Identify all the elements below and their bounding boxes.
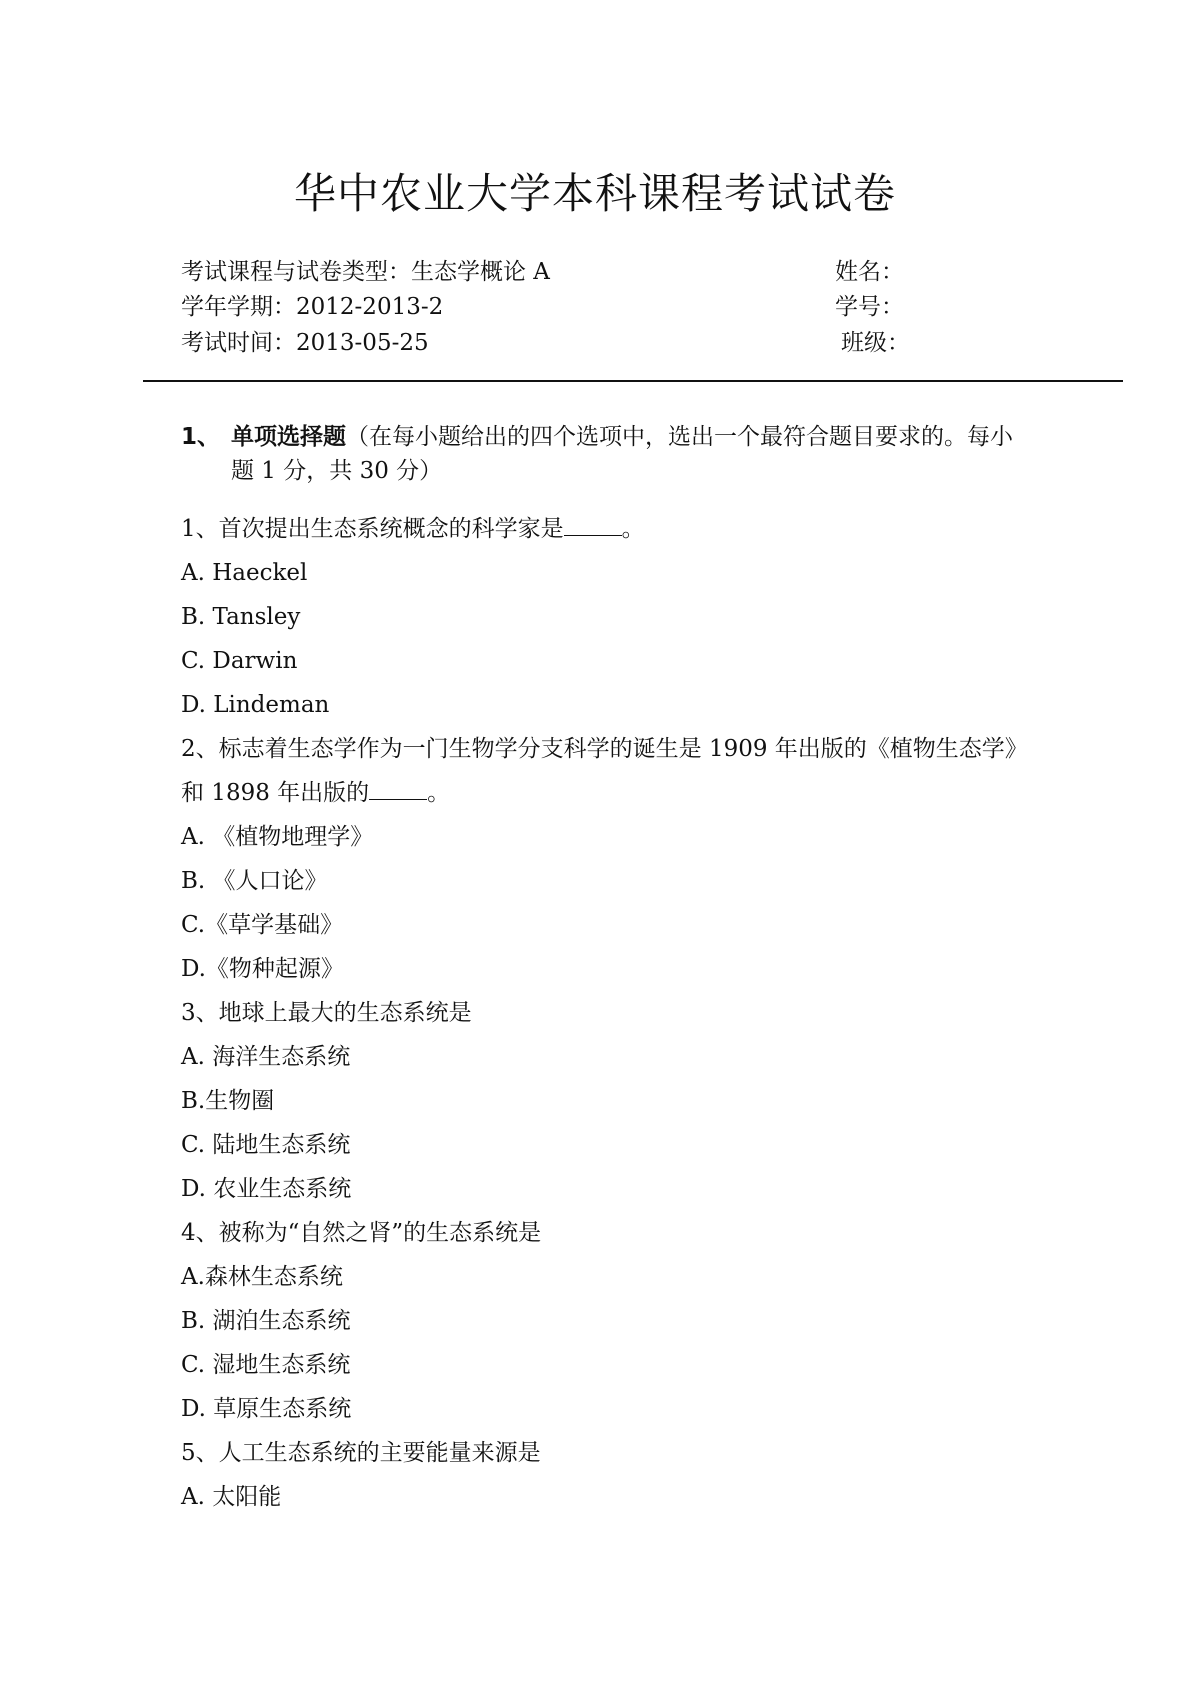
header-divider [143, 380, 1123, 382]
question-2 [181, 727, 1031, 991]
option-d: D.《物种起源》 [181, 956, 344, 982]
class-label: 班级： [841, 330, 910, 356]
question-3 [181, 991, 1031, 1211]
option-d: D. 草原生态系统 [181, 1396, 352, 1422]
option-a: A. 《植物地理学》 [181, 824, 374, 850]
option-b: B.生物圈 [181, 1088, 275, 1114]
question-stem [181, 727, 1031, 815]
exam-title: 华中农业大学本科课程考试试卷 [293, 169, 896, 218]
option-d: D. 农业生态系统 [181, 1176, 352, 1202]
course-type-label: 考试课程与试卷类型：生态学概论 A [181, 259, 550, 285]
question-4 [181, 1211, 1031, 1431]
question-stem-text: 1、首次提出生态系统概念的科学家是 [181, 516, 564, 542]
option-a: A. Haeckel [181, 560, 308, 586]
option-a: A. 太阳能 [181, 1484, 282, 1510]
option-c: C. 湿地生态系统 [181, 1352, 351, 1378]
question-list [181, 507, 1031, 1519]
answer-blank [564, 513, 622, 536]
student-name-label: 姓名： [835, 259, 904, 285]
question-5 [181, 1431, 1031, 1519]
option-b: B. Tansley [181, 604, 301, 630]
section-number: 1、 [181, 424, 221, 450]
question-stem: 5、人工生态系统的主要能量来源是 [181, 1440, 541, 1466]
question-stem: 4、被称为“自然之肾”的生态系统是 [181, 1220, 542, 1246]
option-c: C. 陆地生态系统 [181, 1132, 351, 1158]
exam-time-label: 考试时间：2013-05-25 [181, 330, 429, 356]
question-1 [181, 507, 1031, 727]
student-id-label: 学号： [835, 294, 904, 320]
question-stem: 3、地球上最大的生态系统是 [181, 1000, 472, 1026]
section-title: 单项选择题 [231, 424, 346, 450]
question-stem [181, 507, 1031, 551]
question-stem-end: 。 [621, 516, 645, 542]
option-a: A.森林生态系统 [181, 1264, 343, 1290]
option-c: C. Darwin [181, 648, 298, 674]
answer-blank [369, 777, 427, 800]
term-label: 学年学期：2012-2013-2 [181, 294, 444, 320]
section-heading [231, 420, 1031, 488]
question-stem-end: 。 [427, 780, 451, 806]
section-instruction: （在每小题给出的四个选项中，选出一个最符合题目要求的。每小题 1 分，共 30 分） [231, 424, 1013, 484]
question-stem-text: 2、标志着生态学作为一门生物学分支科学的诞生是 1909 年出版的《植物生态学》和 1898 年出版的 [181, 736, 1028, 806]
option-a: A. 海洋生态系统 [181, 1044, 351, 1070]
option-b: B. 《人口论》 [181, 868, 328, 894]
option-b: B. 湖泊生态系统 [181, 1308, 351, 1334]
option-c: C.《草学基础》 [181, 912, 344, 938]
option-d: D. Lindeman [181, 692, 330, 718]
